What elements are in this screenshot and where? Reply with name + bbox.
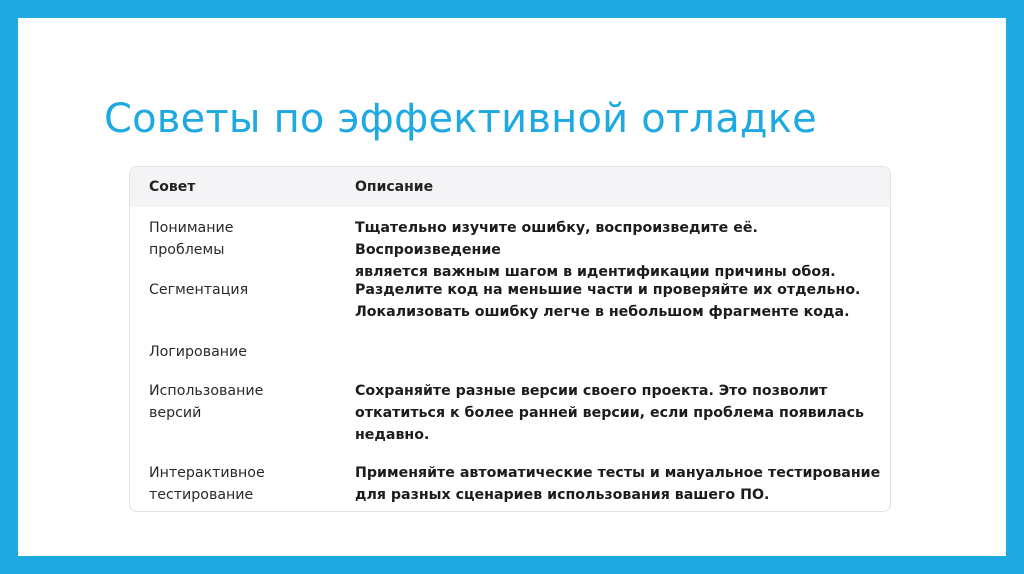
description-line: Разделите код на меньшие части и проверяйте их отдельно.	[355, 282, 861, 298]
slide	[18, 18, 1006, 556]
description-cell	[355, 279, 885, 323]
description-line: Тщательно изучите ошибку, воспроизведите её. Воспроизведение	[355, 220, 758, 258]
description-cell	[355, 217, 885, 283]
tip-line: тестирование	[149, 487, 254, 503]
table-header-row	[130, 167, 890, 207]
tip-line: Интерактивное	[149, 465, 265, 481]
tip-cell	[149, 279, 339, 301]
tip-cell	[149, 341, 339, 363]
tip-line: Логирование	[149, 344, 247, 360]
tip-line: Понимание	[149, 220, 234, 236]
tip-cell	[149, 217, 339, 261]
description-line: для разных сценариев использования вашего ПО.	[355, 487, 770, 503]
tip-cell	[149, 462, 339, 506]
description-line: является важным шагом в идентификации причины обоя.	[355, 264, 836, 280]
tip-line: Использование	[149, 383, 264, 399]
slide-title: Советы по эффективной отладке	[104, 96, 817, 142]
tip-cell	[149, 380, 339, 424]
tips-table	[129, 166, 891, 512]
description-cell	[355, 462, 885, 506]
description-line: недавно.	[355, 427, 430, 443]
description-line: Сохраняйте разные версии своего проекта. Это позволит	[355, 383, 828, 399]
tip-line: Сегментация	[149, 282, 249, 298]
description-cell	[355, 380, 885, 446]
tip-line: проблемы	[149, 242, 225, 258]
tip-line: версий	[149, 405, 202, 421]
description-line: Локализовать ошибку легче в небольшом фрагменте кода.	[355, 304, 850, 320]
header-description: Описание	[355, 179, 434, 195]
description-line: откатиться к более ранней версии, если проблема появилась	[355, 405, 864, 421]
description-line: Применяйте автоматические тесты и мануальное тестирование	[355, 465, 881, 481]
header-tip: Совет	[149, 179, 196, 195]
